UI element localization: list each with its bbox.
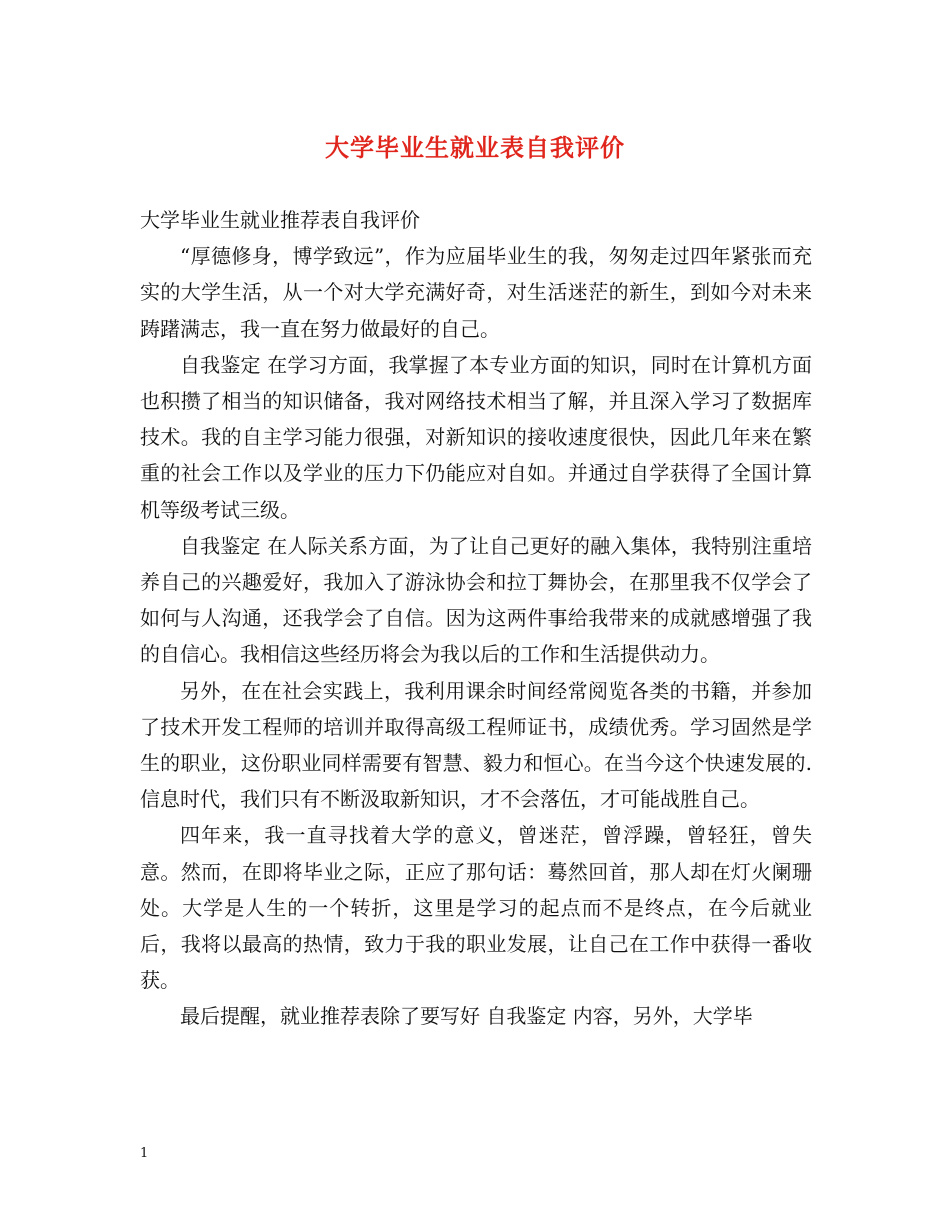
page-number: 1 (140, 1146, 149, 1161)
document-subtitle: 大学毕业生就业推荐表自我评价 (140, 208, 420, 232)
paragraph-practice: 另外，在在社会实践上，我利用课余时间经常阅览各类的书籍，并参加了技术开发工程师的培训并取得高级工程师证书，成绩优秀。学习固然是学生的职业，这份职业同样需要有智慧、毅力和恒心。在当今这个快速发展的.信息时代，我们只有不断汲取新知识，才不会落伍，才可能战胜自己。 (140, 678, 812, 812)
paragraph-closing: 最后提醒，就业推荐表除了要写好 自我鉴定 内容，另外，大学毕 (180, 1004, 753, 1029)
document-title: 大学毕业生就业表自我评价 (325, 133, 625, 162)
document-body (140, 202, 812, 1035)
paragraph-relationships: 自我鉴定 在人际关系方面，为了让自己更好的融入集体，我特别注重培养自己的兴趣爱好，我加入了游泳协会和拉丁舞协会，在那里我不仅学会了如何与人沟通，还我学会了自信。因为这两件事给我带来的成就感增强了我的自信心。我相信这些经历将会为我以后的工作和生活提供动力。 (140, 533, 812, 667)
paragraph-study: 自我鉴定 在学习方面，我掌握了本专业方面的知识，同时在计算机方面也积攒了相当的知识储备，我对网络技术相当了解，并且深入学习了数据库技术。我的自主学习能力很强，对新知识的接收速度很快，因此几年来在繁重的社会工作以及学业的压力下仍能应对自如。并通过自学获得了全国计算机等级考试三级。 (140, 352, 812, 522)
paragraph-reflection: 四年来，我一直寻找着大学的意义，曾迷茫，曾浮躁，曾轻狂，曾失意。然而，在即将毕业之际，正应了那句话：蓦然回首，那人却在灯火阑珊处。大学是人生的一个转折，这里是学习的起点而不是终点，在今后就业后，我将以最高的热情，致力于我的职业发展，让自己在工作中获得一番收获。 (140, 823, 812, 993)
paragraph-intro: “厚德修身，博学致远”，作为应届毕业生的我，匆匆走过四年紧张而充实的大学生活，从一个对大学充满好奇，对生活迷茫的新生，到如今对未来踌躇满志，我一直在努力做最好的自己。 (140, 244, 812, 341)
